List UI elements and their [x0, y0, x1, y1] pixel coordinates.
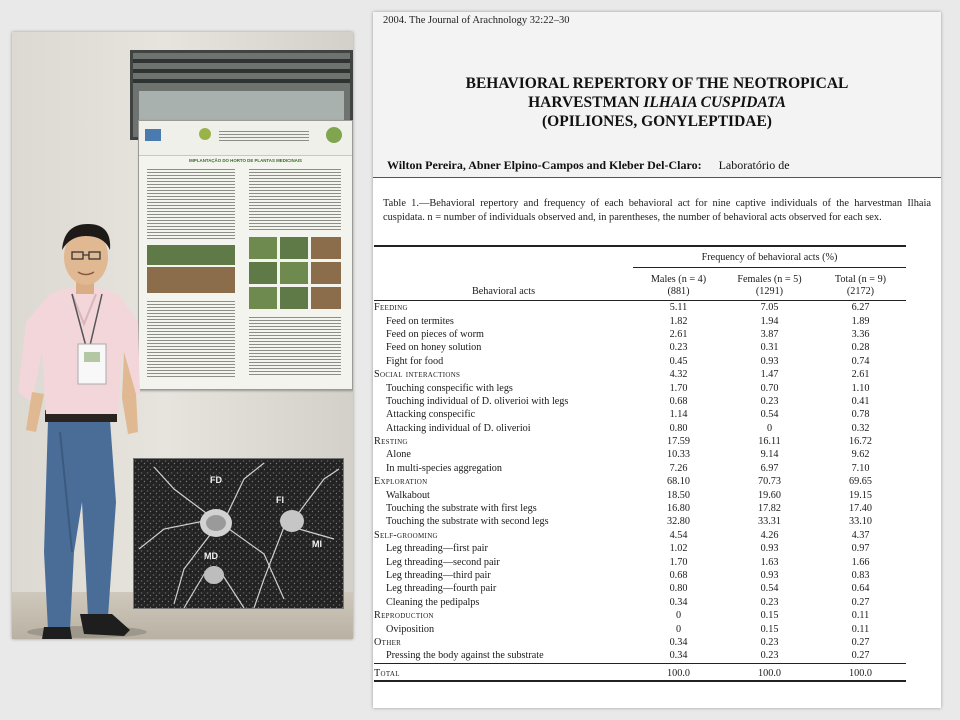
frequency-value: 16.80: [667, 503, 690, 515]
inset-label: MI: [312, 539, 322, 549]
frequency-value: 0.80: [669, 583, 688, 595]
behavior-label: Walkabout: [386, 489, 430, 501]
frequency-value: 68.10: [667, 476, 690, 488]
table-caption: Table 1.—Behavioral repertory and frequency of each behavioral act for nine captive individuals of the harvestman Ilhaia cuspidata. n = number of individuals observed and, in parentheses, the number of behavioral acts observed for each sex.: [383, 198, 931, 223]
frequency-value: 0.15: [760, 610, 779, 622]
behavior-label: Attacking individual of D. oliverioi: [386, 422, 531, 434]
frequency-value: 33.31: [758, 516, 781, 528]
paper-title: [373, 74, 941, 131]
frequency-value: 33.10: [849, 516, 872, 528]
behavior-label: Feed on honey solution: [386, 342, 482, 354]
frequency-value: 1.10: [851, 382, 870, 394]
frequency-value: 0.68: [669, 570, 688, 581]
behavior-label: Cleaning the pedipalps: [386, 596, 480, 608]
frequency-value: 0.80: [669, 422, 688, 434]
behavior-label: Fight for food: [386, 355, 444, 367]
frequency-value: 1.70: [669, 382, 688, 394]
frequency-value: 0.23: [669, 342, 688, 354]
behavior-label: Leg threading—fourth pair: [386, 583, 497, 595]
behavior-label: Oviposition: [386, 623, 435, 635]
poster-title: IMPLANTAÇÃO DO HORTO DE PLANTAS MEDICINAIS: [189, 158, 302, 163]
frequency-value: 0.23: [760, 636, 779, 648]
frequency-value: 0.34: [669, 596, 688, 608]
frequency-value: 70.73: [758, 476, 781, 488]
table-row: [374, 663, 906, 681]
frequency-value: 0.70: [760, 382, 779, 394]
table-row: [374, 448, 906, 461]
frequency-value: 0.54: [760, 583, 779, 595]
behavior-label: Leg threading—third pair: [386, 570, 491, 581]
behavior-table: [374, 245, 906, 682]
frequency-value: 5.11: [669, 302, 688, 314]
frequency-value: 3.36: [851, 328, 870, 340]
title-line: HARVESTMAN ILHAIA CUSPIDATA: [528, 94, 786, 111]
behavior-label: Resting: [374, 436, 408, 448]
frequency-value: 0.54: [760, 409, 779, 421]
frequency-value: 1.47: [760, 369, 779, 381]
behavior-label: Exploration: [374, 476, 428, 488]
frequency-value: 0.41: [851, 395, 870, 407]
frequency-value: 1.02: [669, 543, 688, 555]
frequency-value: 7.05: [760, 302, 779, 314]
frequency-value: 0.74: [851, 355, 870, 367]
behavior-label: Feed on termites: [386, 315, 454, 327]
frequency-value: 0.45: [669, 355, 688, 367]
frequency-value: 1.14: [669, 409, 688, 421]
behavior-label: Touching the substrate with first legs: [386, 503, 537, 515]
frequency-value: 0.23: [760, 596, 779, 608]
frequency-value: 0: [675, 610, 682, 622]
frequency-value: 0.34: [669, 636, 688, 648]
table-header-behavior: Behavioral acts: [471, 286, 536, 297]
frequency-value: 4.37: [851, 529, 870, 541]
frequency-value: 19.60: [758, 489, 781, 501]
behavior-label: Reproduction: [374, 610, 434, 622]
divider: [373, 177, 941, 178]
paper-panel: [373, 12, 941, 708]
table-group-header: Frequency of behavioral acts (%): [633, 246, 906, 268]
frequency-value: 0.27: [851, 596, 870, 608]
frequency-value: 17.59: [667, 436, 690, 448]
table-row: [374, 422, 906, 435]
title-line: (OPILIONES, GONYLEPTIDAE): [542, 113, 772, 130]
behavior-label: Social interactions: [374, 369, 461, 381]
frequency-value: 0: [675, 623, 682, 635]
table-row: [374, 636, 906, 649]
frequency-value: 17.82: [758, 503, 781, 515]
title-line: BEHAVIORAL REPERTORY OF THE NEOTROPICAL: [465, 75, 849, 92]
frequency-value: 0.28: [851, 342, 870, 354]
photo-panel: [12, 32, 353, 639]
table-row: [374, 368, 906, 381]
frequency-value: 0.11: [851, 610, 870, 622]
behavior-label: Self-grooming: [374, 529, 438, 541]
harvestman-photo: [133, 458, 344, 609]
table-row: [374, 314, 906, 327]
frequency-value: 17.40: [849, 503, 872, 515]
frequency-value: 6.97: [760, 462, 779, 474]
behavior-label: Leg threading—first pair: [386, 543, 488, 555]
table-row: [374, 408, 906, 421]
frequency-value: 10.33: [667, 449, 690, 461]
table-row: [374, 542, 906, 555]
frequency-value: 16.72: [849, 436, 872, 448]
frequency-value: 0.23: [760, 650, 779, 662]
table-row: [374, 475, 906, 488]
frequency-value: 0.34: [669, 650, 688, 662]
frequency-value: 100.0: [633, 663, 724, 681]
frequency-value: 18.50: [667, 489, 690, 501]
behavior-label: Leg threading—second pair: [386, 556, 500, 568]
authors: Wilton Pereira, Abner Elpino-Campos and Kleber Del-Claro:: [387, 158, 702, 172]
table-row: [374, 582, 906, 595]
frequency-value: 0.27: [851, 636, 870, 648]
frequency-value: 100.0: [724, 663, 815, 681]
frequency-value: 6.27: [851, 302, 870, 314]
table-row: [374, 462, 906, 475]
frequency-value: 1.63: [760, 556, 779, 568]
table-header-total: Total (n = 9) (2172): [834, 274, 887, 297]
table-row: [374, 395, 906, 408]
frequency-value: 3.87: [760, 328, 779, 340]
table-header-males: Males (n = 4) (881): [650, 274, 707, 297]
table-row: [374, 381, 906, 394]
behavior-label: Touching conspecific with legs: [386, 382, 513, 394]
frequency-value: 7.10: [851, 462, 870, 474]
frequency-value: 0.31: [760, 342, 779, 354]
frequency-value: 0.83: [851, 570, 870, 581]
frequency-value: 1.66: [851, 556, 870, 568]
frequency-value: 4.54: [669, 529, 688, 541]
frequency-value: 0.93: [760, 543, 779, 555]
table-row: [374, 435, 906, 448]
frequency-value: 0.93: [760, 355, 779, 367]
table-row: [374, 569, 906, 582]
behavior-label: Feed on pieces of worm: [386, 328, 484, 340]
frequency-value: 2.61: [851, 369, 870, 381]
frequency-value: 69.65: [849, 476, 872, 488]
frequency-value: 4.26: [760, 529, 779, 541]
frequency-value: 9.62: [851, 449, 870, 461]
behavior-label: Feeding: [374, 302, 408, 314]
frequency-value: 2.61: [669, 328, 688, 340]
table-row: [374, 555, 906, 568]
frequency-value: 32.80: [667, 516, 690, 528]
inset-label: MD: [204, 551, 218, 561]
table-row: [374, 649, 906, 663]
inset-label: FD: [210, 475, 222, 485]
table-row: [374, 341, 906, 354]
table-row: [374, 355, 906, 368]
table-header-females: Females (n = 5) (1291): [737, 274, 802, 297]
affiliation: Laboratório de: [718, 158, 790, 172]
frequency-value: 0.78: [851, 409, 870, 421]
behavior-label: Attacking conspecific: [386, 409, 476, 421]
frequency-value: 0.11: [851, 623, 870, 635]
table-row: [374, 488, 906, 501]
frequency-value: 1.89: [851, 315, 870, 327]
table-row: [374, 328, 906, 341]
frequency-value: 16.11: [758, 436, 781, 448]
frequency-value: 0.15: [760, 623, 779, 635]
table-row: [374, 529, 906, 542]
frequency-value: 1.82: [669, 315, 688, 327]
behavior-label: Alone: [386, 449, 411, 461]
frequency-value: 9.14: [760, 449, 779, 461]
behavior-label: Total: [374, 663, 633, 681]
frequency-value: 4.32: [669, 369, 688, 381]
table-row: [374, 502, 906, 515]
frequency-value: 19.15: [849, 489, 872, 501]
behavior-label: Other: [374, 636, 402, 648]
frequency-value: 0.23: [760, 395, 779, 407]
frequency-value: 0.27: [851, 650, 870, 662]
frequency-value: 0.97: [851, 543, 870, 555]
inset-label: FI: [276, 495, 284, 505]
table-row: [374, 301, 906, 315]
behavior-label: In multi-species aggregation: [386, 462, 502, 474]
frequency-value: 0.32: [851, 422, 870, 434]
frequency-value: 100.0: [815, 663, 906, 681]
frequency-value: 0.68: [669, 395, 688, 407]
journal-citation: 2004. The Journal of Arachnology 32:22–30: [383, 15, 570, 26]
frequency-value: 0.64: [851, 583, 870, 595]
author-line: [387, 158, 790, 173]
table-row: [374, 596, 906, 609]
harvestman-image: [134, 459, 343, 608]
frequency-value: 1.70: [669, 556, 688, 568]
frequency-value: 0: [766, 422, 773, 434]
behavior-label: Touching individual of D. oliverioi with legs: [386, 395, 569, 407]
table-row: [374, 515, 906, 528]
table-row: [374, 609, 906, 622]
behavior-label: Touching the substrate with second legs: [386, 516, 549, 528]
frequency-value: 1.94: [760, 315, 779, 327]
table-row: [374, 622, 906, 635]
frequency-value: 0.93: [760, 570, 779, 581]
frequency-value: 7.26: [669, 462, 688, 474]
behavior-label: Pressing the body against the substrate: [386, 650, 544, 662]
